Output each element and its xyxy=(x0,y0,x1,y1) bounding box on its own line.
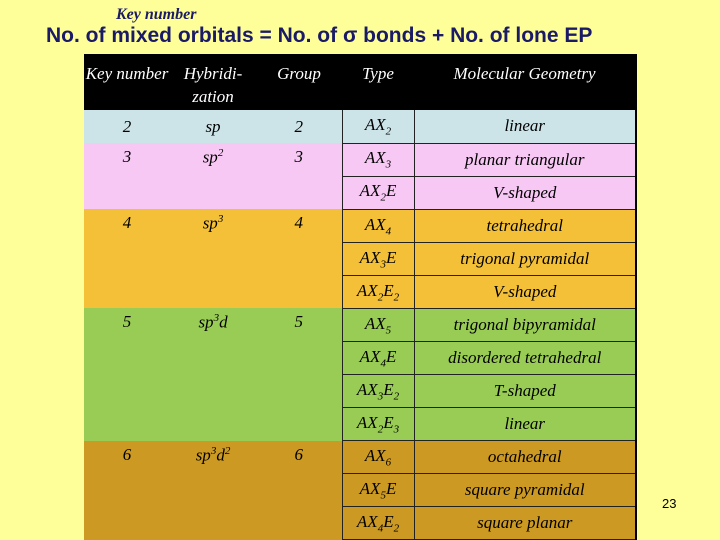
header-type: Type xyxy=(342,54,414,110)
geometry-cell: linear xyxy=(414,408,636,441)
type-cell: $AX_4$ xyxy=(342,209,414,242)
table-row xyxy=(84,441,636,474)
hybridization-table xyxy=(84,54,637,540)
type-cell: $AX_6$ xyxy=(342,441,414,474)
hybridization-cell: $sp^3d$ xyxy=(170,308,256,440)
type-cell: $AX_4E_2$ xyxy=(342,507,414,540)
header-hybridization: Hybridi- zation xyxy=(170,54,256,110)
header-group: Group xyxy=(256,54,342,110)
type-cell: $AX_3$ xyxy=(342,143,414,176)
geometry-cell: trigonal bipyramidal xyxy=(414,308,636,341)
hybridization-cell: sp xyxy=(170,110,256,143)
key-number-label: Key number xyxy=(116,6,197,23)
header-key-number: Key number xyxy=(84,54,170,110)
geometry-cell: octahedral xyxy=(414,441,636,474)
type-cell: $AX_2E$ xyxy=(342,176,414,209)
geometry-cell: planar triangular xyxy=(414,143,636,176)
type-cell: $AX_3E$ xyxy=(342,242,414,275)
type-cell: $AX_5E$ xyxy=(342,474,414,507)
group-cell: 4 xyxy=(256,209,342,308)
table-row xyxy=(84,143,636,176)
key-number-cell: 6 xyxy=(84,441,170,540)
type-cell: $AX_2$ xyxy=(342,110,414,143)
page-number: 23 xyxy=(662,496,677,511)
formula-title: No. of mixed orbitals = No. of σ bonds + No. of lone EP xyxy=(46,24,593,47)
table-row xyxy=(84,308,636,341)
type-cell: $AX_4E$ xyxy=(342,341,414,374)
geometry-cell: T-shaped xyxy=(414,375,636,408)
type-cell: $AX_3E_2$ xyxy=(342,375,414,408)
key-number-cell: 3 xyxy=(84,143,170,209)
key-number-cell: 2 xyxy=(84,110,170,143)
type-cell: $AX_5$ xyxy=(342,308,414,341)
hybridization-cell: $sp^2$ xyxy=(170,143,256,209)
hybridization-cell: $sp^3d^2$ xyxy=(170,441,256,540)
table-row xyxy=(84,209,636,242)
header-row xyxy=(84,54,636,110)
table-body xyxy=(84,110,636,540)
geometry-cell: trigonal pyramidal xyxy=(414,242,636,275)
type-cell: $AX_2E_3$ xyxy=(342,408,414,441)
group-cell: 5 xyxy=(256,308,342,440)
type-cell: $AX_2E_2$ xyxy=(342,275,414,308)
geometry-cell: square planar xyxy=(414,507,636,540)
geometry-cell: square pyramidal xyxy=(414,474,636,507)
geometry-cell: disordered tetrahedral xyxy=(414,341,636,374)
table-row xyxy=(84,110,636,143)
header-molecular-geometry: Molecular Geometry xyxy=(414,54,636,110)
group-cell: 2 xyxy=(256,110,342,143)
geometry-cell: V-shaped xyxy=(414,176,636,209)
key-number-cell: 5 xyxy=(84,308,170,440)
hybridization-cell: $sp^3$ xyxy=(170,209,256,308)
geometry-cell: V-shaped xyxy=(414,275,636,308)
geometry-cell: linear xyxy=(414,110,636,143)
key-number-cell: 4 xyxy=(84,209,170,308)
group-cell: 3 xyxy=(256,143,342,209)
group-cell: 6 xyxy=(256,441,342,540)
geometry-cell: tetrahedral xyxy=(414,209,636,242)
